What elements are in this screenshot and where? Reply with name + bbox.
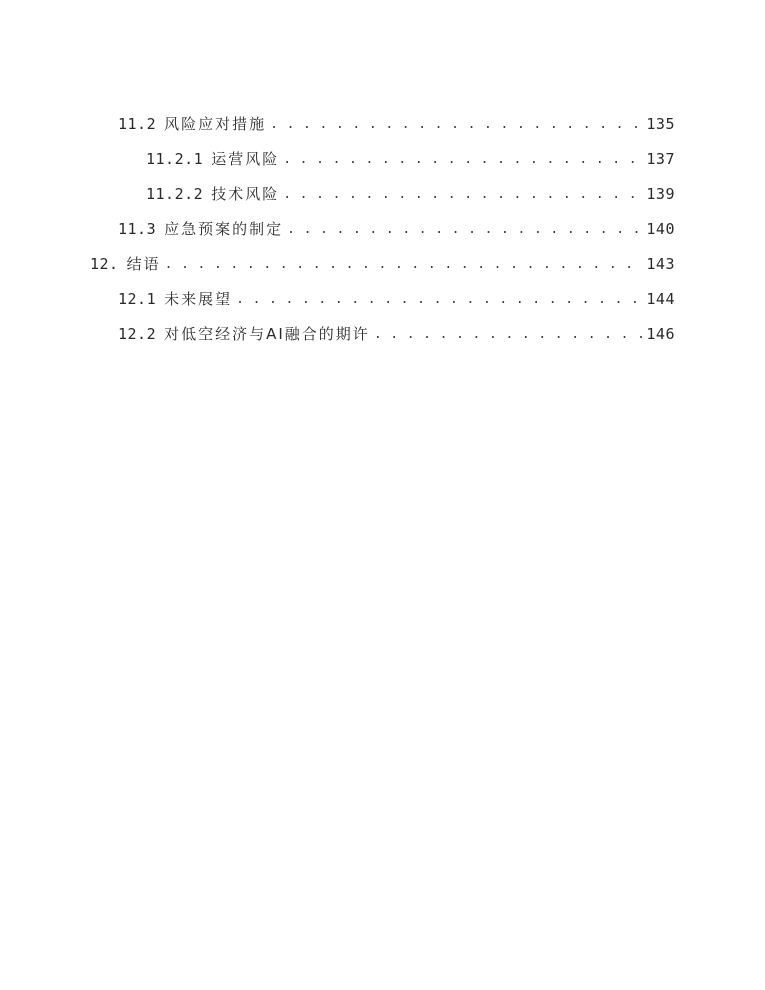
toc-entry-page: 146 [646,325,675,343]
toc-entry-number: 11.2.1 [146,150,204,168]
toc-entry-title: 技术风险 [211,185,280,203]
toc-entry-title: 结语 [126,255,161,273]
toc-entry-number: 12.2 [118,325,157,343]
toc-entry-title: 运营风险 [211,150,280,168]
toc-entry-12[interactable] [90,247,675,282]
toc-entry-title: 风险应对措施 [164,115,267,133]
toc-entry-number: 11.2 [118,115,157,133]
toc-entry-page: 144 [646,290,675,308]
toc-entry-title: 应急预案的制定 [164,220,284,238]
toc-entry-11-2-2[interactable] [146,177,675,212]
toc-entry-page: 143 [646,255,675,273]
toc-dot-leader [165,247,643,282]
toc-entry-page: 139 [646,185,675,203]
toc-entry-number: 12.1 [118,290,157,308]
toc-entry-11-3[interactable] [118,212,675,247]
toc-dot-leader [283,177,642,212]
toc-dot-leader [270,107,642,142]
toc-entry-number: 11.2.2 [146,185,204,203]
toc-entry-page: 137 [646,150,675,168]
toc-entry-11-2-1[interactable] [146,142,675,177]
toc-entry-page: 135 [646,115,675,133]
toc-entry-title: 对低空经济与AI融合的期许 [164,325,370,343]
toc-entry-12-1[interactable] [118,282,675,317]
toc-dot-leader [374,317,643,352]
toc-dot-leader [236,282,642,317]
toc-entry-page: 140 [646,220,675,238]
toc-entry-11-2[interactable] [118,107,675,142]
toc-entry-title: 未来展望 [164,290,233,308]
toc-entry-number: 12. [90,255,119,273]
toc-entry-12-2[interactable] [118,317,675,352]
toc-entry-number: 11.3 [118,220,157,238]
toc-dot-leader [287,212,642,247]
toc-dot-leader [283,142,642,177]
